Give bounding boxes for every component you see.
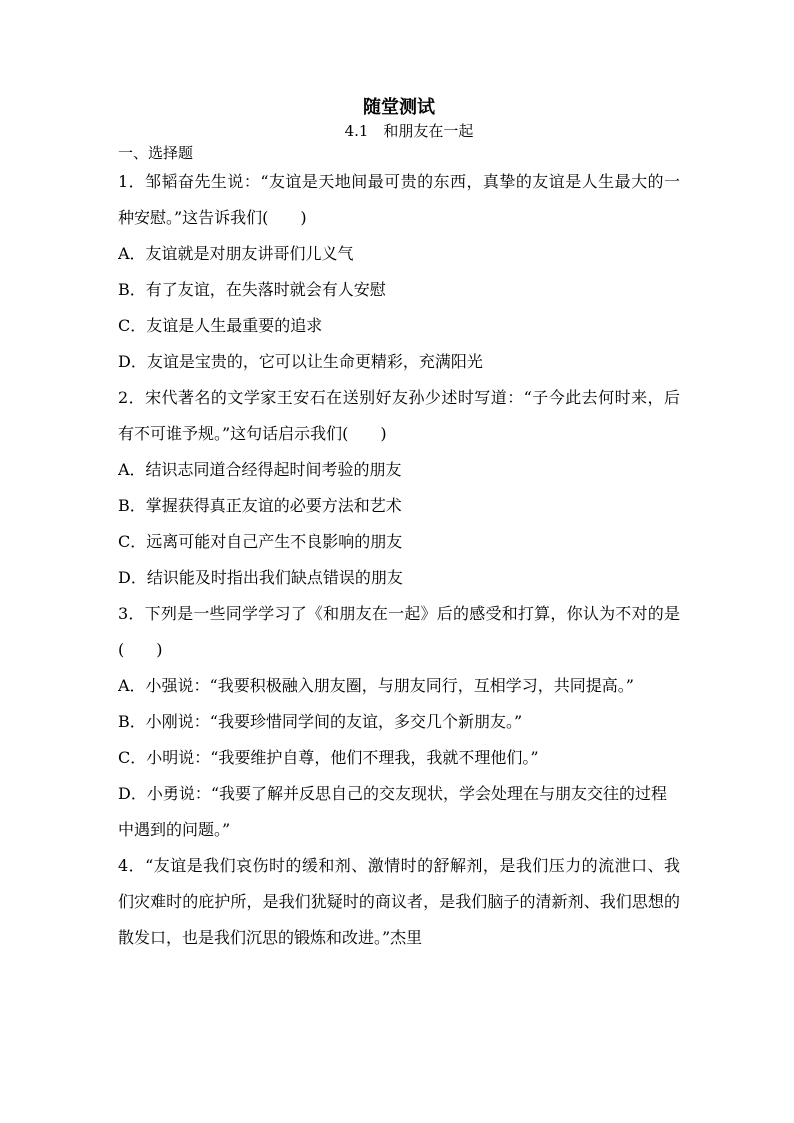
option-b: B．小刚说：“我要珍惜同学间的友谊，多交几个新朋友。” [118,712,523,731]
question-stem: 1．邹韬奋先生说：“友谊是天地间最可贵的东西，真挚的友谊是人生最大的一种安慰。”这告诉我们( ) [118,172,680,227]
option-c: C．远离可能对自己产生不良影响的朋友 [118,532,403,551]
option-d: D．友谊是宝贵的，它可以让生命更精彩，充满阳光 [118,352,483,371]
option-b: B．掌握获得真正友谊的必要方法和艺术 [118,496,402,515]
document-content [118,96,680,956]
option-a: A．友谊就是对朋友讲哥们儿义气 [118,244,354,263]
page-subtitle: 4.1 和朋友在一起 [344,122,474,140]
section-heading: 一、选择题 [118,144,194,162]
option-a: A．小强说：“我要积极融入朋友圈，与朋友同行，互相学习，共同提高。” [118,676,634,695]
page-title: 随堂测试 [363,97,435,118]
option-c: C．小明说：“我要维护自尊，他们不理我，我就不理他们。” [118,748,539,767]
question-stem: 3．下列是一些同学学习了《和朋友在一起》后的感受和打算，你认为不对的是( ) [118,604,680,659]
option-b: B．有了友谊，在失落时就会有人安慰 [118,280,386,299]
option-c: C．友谊是人生最重要的追求 [118,316,323,335]
question-stem: 4．“友谊是我们哀伤时的缓和剂、激情时的舒解剂，是我们压力的流泄口、我们灾难时的庇护所，是我们犹疑时的商议者，是我们脑子的清新剂、我们思想的散发口，也是我们沉思的锻炼和改进。”杰里 [118,856,680,947]
question-2 [118,380,680,596]
question-4 [118,848,680,956]
option-d: D．结识能及时指出我们缺点错误的朋友 [118,568,403,587]
option-d: D．小勇说：“我要了解并反思自己的交友现状，学会处理在与朋友交往的过程中遇到的问题。” [118,784,668,839]
option-a: A．结识志同道合经得起时间考验的朋友 [118,460,402,479]
question-3 [118,596,680,848]
question-stem: 2．宋代著名的文学家王安石在送别好友孙少述时写道：“子今此去何时来，后有不可谁予规。”这句话启示我们( ) [118,388,680,443]
question-1 [118,164,680,380]
